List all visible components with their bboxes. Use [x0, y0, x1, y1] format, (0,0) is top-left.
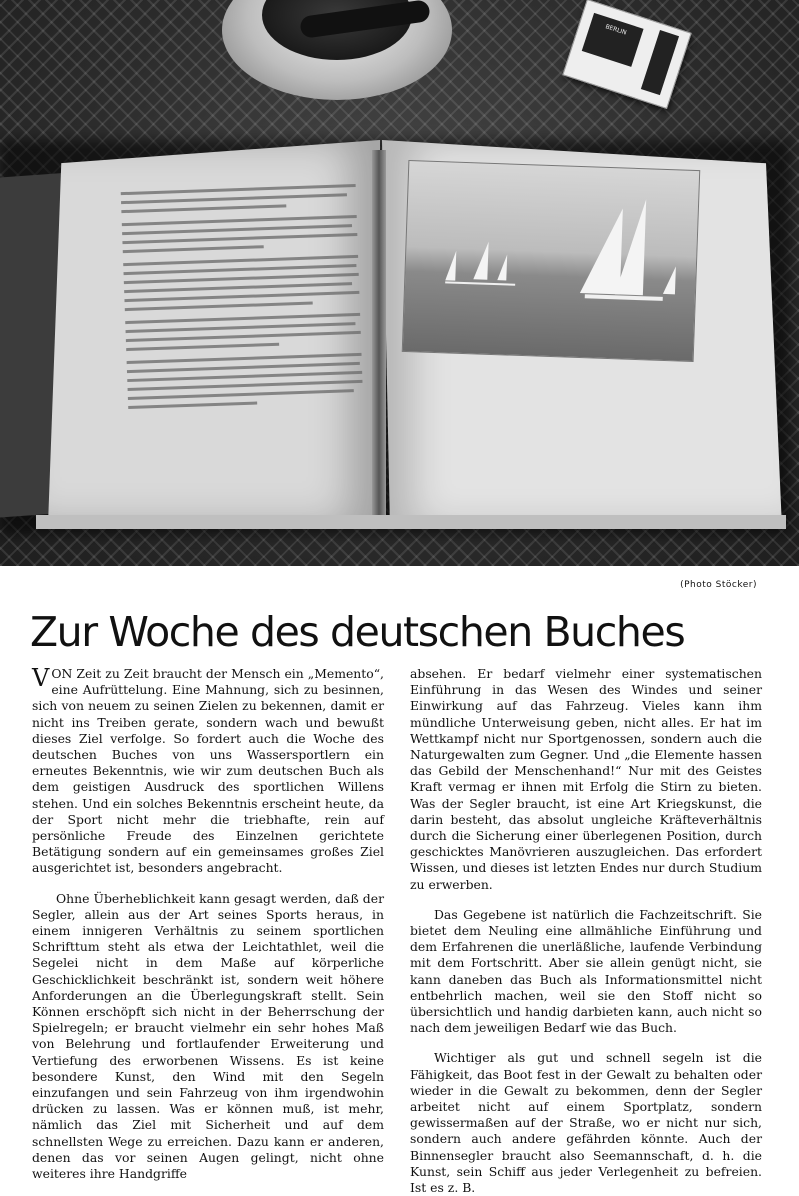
book-page-edge	[36, 515, 786, 529]
sail-icon	[445, 250, 456, 280]
sail-icon	[473, 241, 488, 279]
sail-icon	[497, 254, 507, 280]
book-photo	[0, 0, 799, 566]
drop-cap: V	[32, 664, 50, 692]
sailboat-picture	[402, 160, 701, 362]
cigarette-box	[562, 0, 691, 109]
article-column-left	[32, 666, 384, 1182]
paragraph: Wichtiger als gut und schnell segeln ist die Fähigkeit, das Boot fest in der Gewalt zu behalten oder wieder in die Gewalt zu bekommen, denn der Segler arbeitet nicht auf einem Sportplatz, sondern gewissermaßen auf der Straße, wo er nicht nur sich, sondern auch andere gefährden könnte. Auch der Binnensegler braucht also Seemannschaft, d. h. die Kunst, sein Schiff aus jeder Verlegenheit zu befreien. Ist es z. B.	[410, 1050, 762, 1196]
paragraph: absehen. Er bedarf vielmehr einer systematischen Einführung in das Wesen des Windes und seiner Einwirkung auf das Fahrzeug. Vieles kann ihm mündliche Unterweisung geben, nicht alles. Er hat im Wettkampf nicht nur Sportgenossen, sondern auch die Naturgewalten zum Gegner. Und „die Elemente hassen das Gebild der Menschenhand!“ Nur mit des Geistes Kraft vermag er ihnen mit Erfolg die Stirn zu bieten. Was der Segler braucht, ist eine Art Kriegskunst, die darin besteht, das absolut ungleiche Kräfteverhältnis durch die Sicherung einer überlegenen Position, durch geschicktes Manövrieren auszugleichen. Das erfordert Wissen, und dieses ist letzten Endes nur durch Studium zu erwerben.	[410, 666, 762, 892]
book-gutter	[372, 150, 386, 525]
cigarette-box-label: BERLIN	[582, 13, 644, 67]
paragraph: VON Zeit zu Zeit braucht der Mensch ein „Memento“, eine Aufrüttelung. Eine Mahnung, sich zu besinnen, sich von neuem zu seinen Zielen zu bekennen, damit er nicht ins Treiben gerate, sondern wach und bewußt dieses Ziel verfolge. So fordert auch die Woche des deutschen Buches von uns Wassersportlern ein erneutes Bekenntnis, wie wir zum deutschen Buch als dem geistigen Ausdruck des sportlichen Willens stehen. Und ein solches Bekenntnis erscheint heute, da der Sport nicht mehr die triebhafte, rein auf persönliche Freude des Einzelnen gerichtete Betätigung sondern auf ein gemeinsames großes Ziel ausgerichtet ist, besonders angebracht.	[32, 664, 384, 876]
paragraph: Ohne Überheblichkeit kann gesagt werden, daß der Segler, allein aus der Art seines Sports heraus, in einem innigeren Verhältnis zu seinem sportlichen Schrifttum steht als etwa der Leichtathlet, weil die Segelei nicht in dem Maße auf körperliche Geschicklichkeit beschränkt ist, sondern weit höhere Anforderungen an die Überlegungskraft stellt. Sein Können erschöpft sich nicht in der Beherrschung der Spielregeln; er braucht vielmehr ein sehr hohes Maß von Belehrung und fortlaufender Erweiterung und Vertiefung des erworbenen Wissens. Es ist keine besondere Kunst, den Wind mit den Segeln einzufangen und sein Fahrzeug von ihm irgendwohin drücken zu lassen. Was er können muß, ist mehr, nämlich das Ziel mit Sicherheit und auf dem schnellsten Wege zu erreichen. Dazu kann er anderen, denen das vor seinen Augen gelingt, nicht ohne weiteres ihre Handgriffe	[32, 890, 384, 1182]
article-title: Zur Woche des deutschen Buches	[30, 608, 685, 656]
article-column-right	[410, 666, 762, 1196]
paragraph: Das Gegebene ist natürlich die Fachzeitschrift. Sie bietet dem Neuling eine allmähliche Einführung und dem Erfahrenen die unerläßliche, laufende Verbindung mit dem Fortschritt. Aber sie allein genügt nicht, sie kann daneben das Buch als Informationsmittel nicht entbehrlich machen, weil sie den Stoff nicht so übersichtlich und handig darbieten kann, auch nicht so nach dem jeweiligen Bedarf wie das Buch.	[410, 906, 762, 1036]
hull	[445, 281, 515, 285]
photo-credit: (Photo Stöcker)	[680, 580, 757, 590]
sail-icon	[615, 198, 646, 295]
sail-icon	[663, 266, 676, 294]
hull	[585, 294, 663, 301]
book-text-block	[121, 184, 365, 442]
